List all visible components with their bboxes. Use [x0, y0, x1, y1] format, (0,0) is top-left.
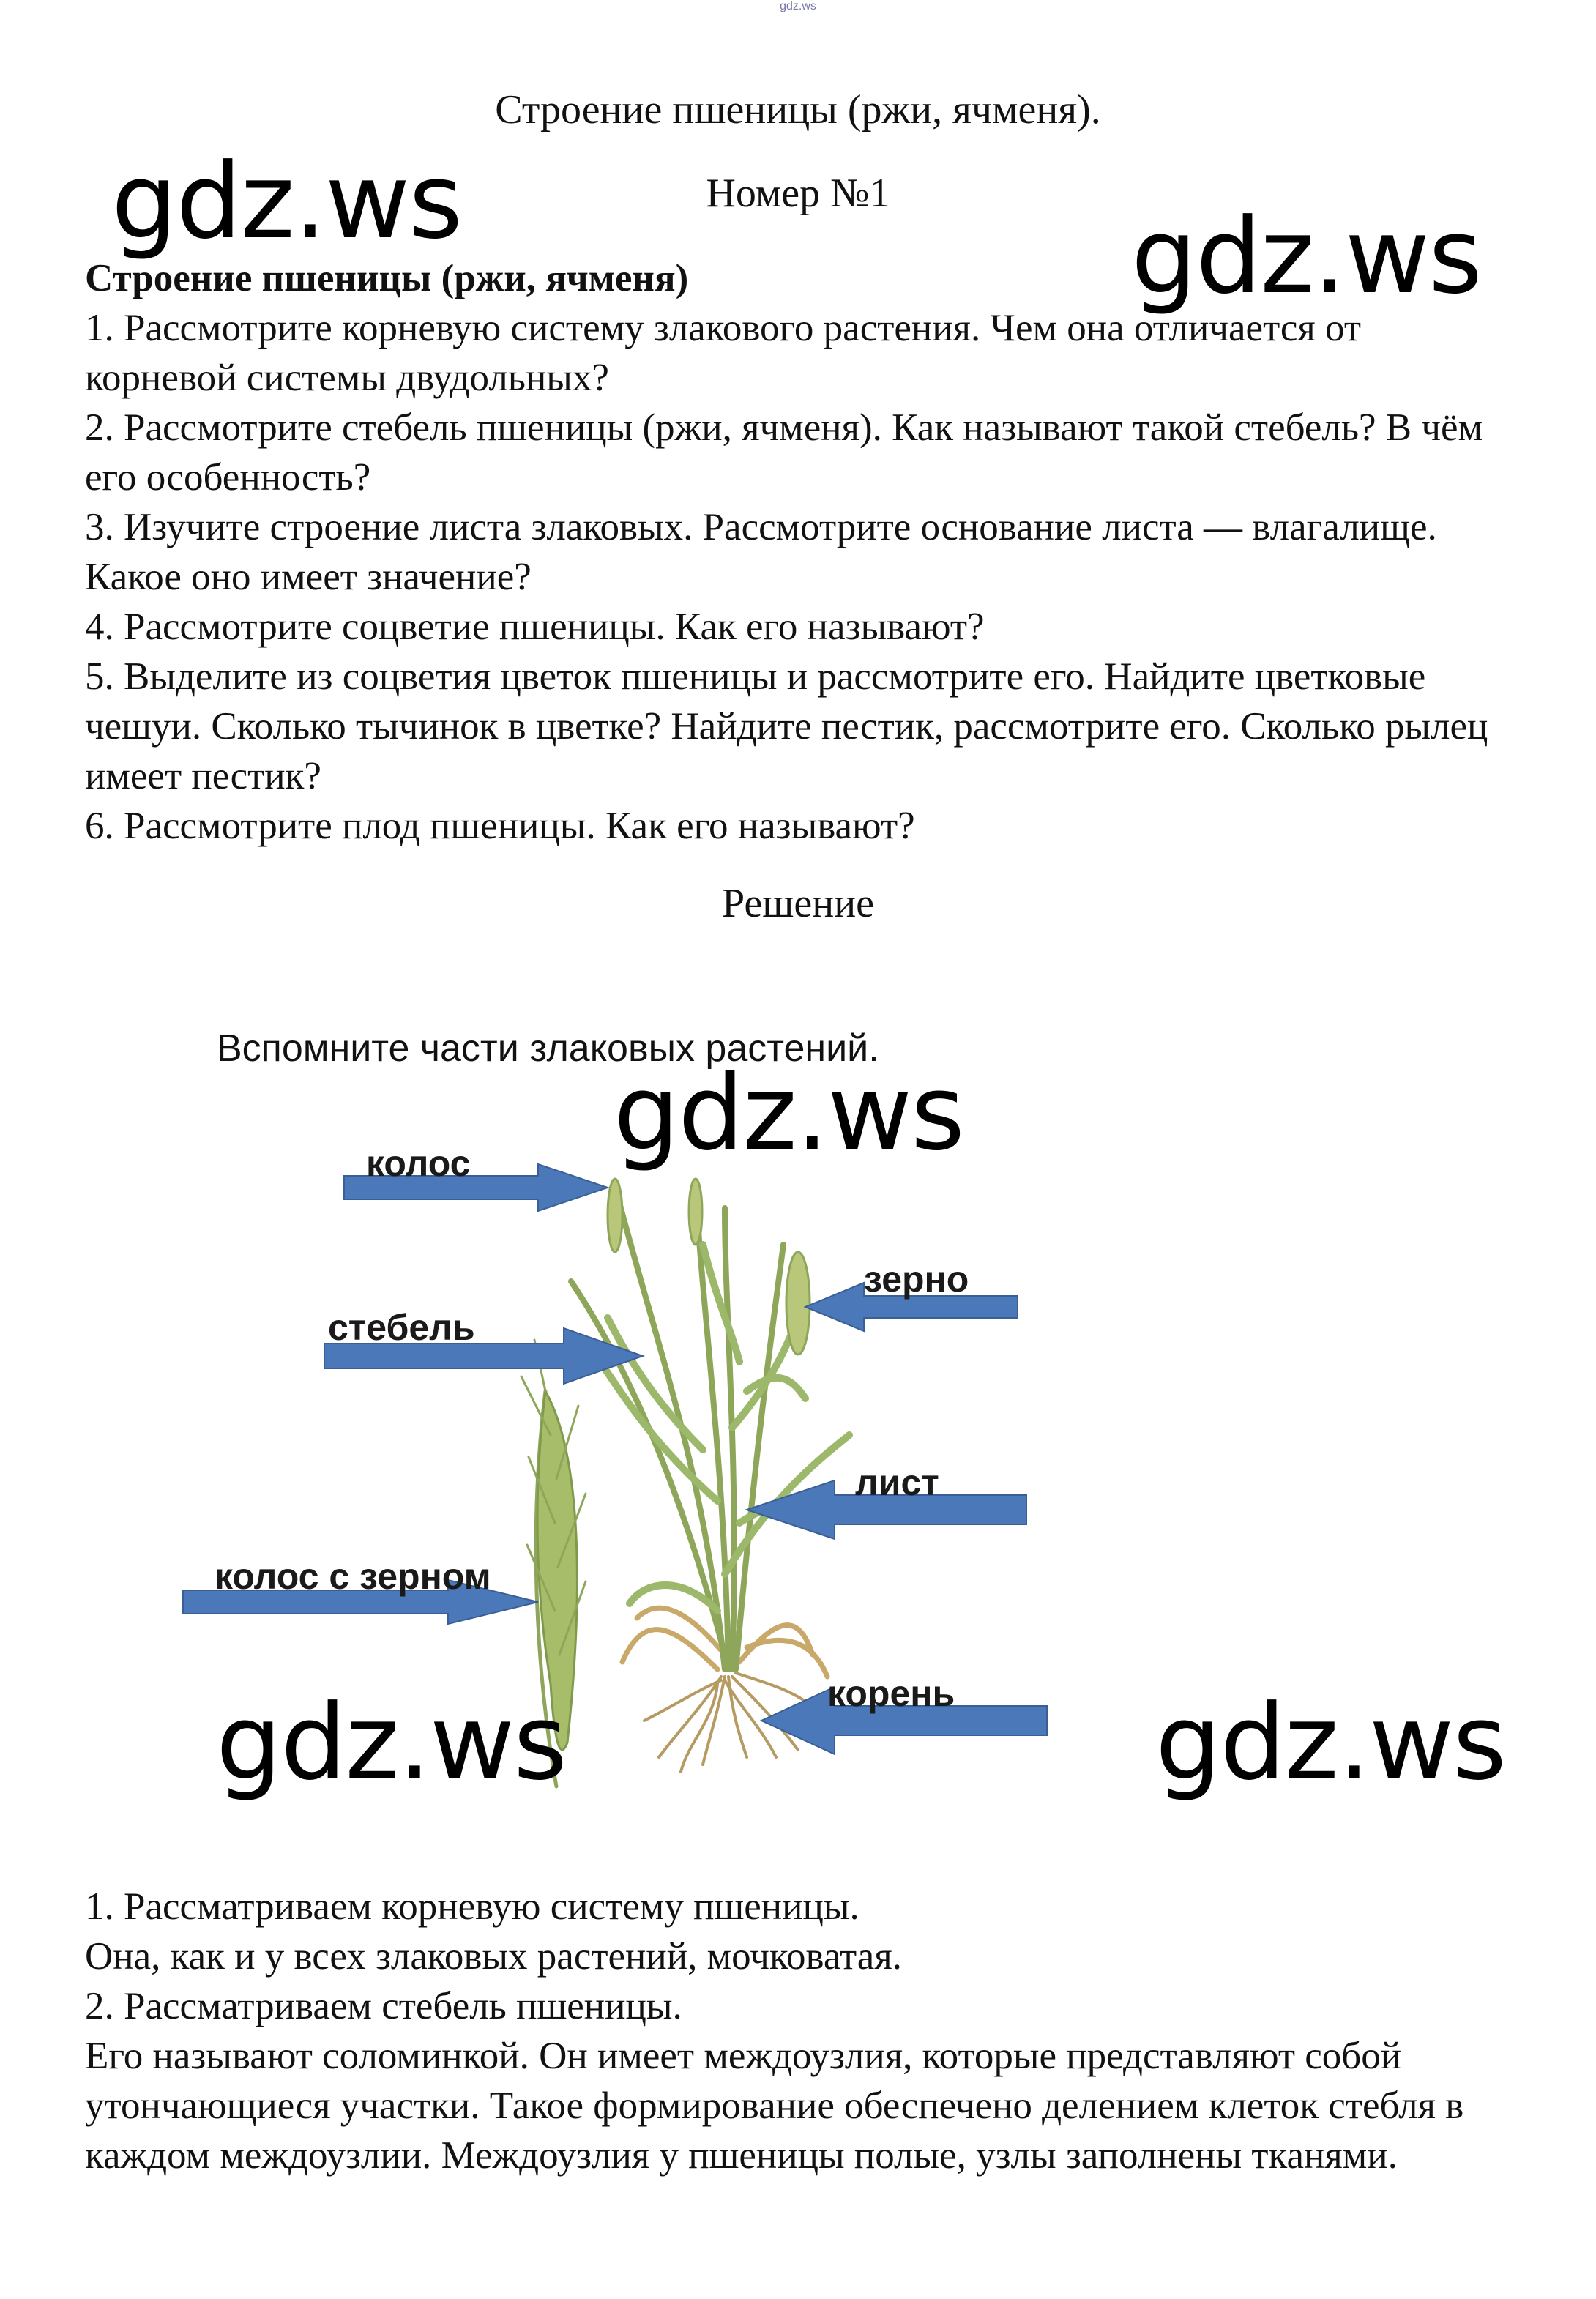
figure-caption: Вспомните части злаковых растений.	[217, 1027, 879, 1070]
question-2: 2. Рассмотрите стебель пшеницы (ржи, ячменя). Как называют такой стебель? В чём его особенность?	[85, 406, 1483, 499]
answers-block	[85, 1882, 1520, 2180]
answer-line-2: Она, как и у всех злаковых растений, мочковатая.	[85, 1935, 902, 1978]
question-3: 3. Изучите строение листа злаковых. Рассмотрите основание листа — влагалище. Какое оно имеет значение?	[85, 506, 1437, 598]
label-stebel: стебель	[328, 1307, 475, 1348]
answer-line-4: Его называют соломинкой. Он имеет междоузлия, которые представляют собой утончающиеся участки. Такое формирование обеспечено делением клеток стебля в каждом междоузлии. Междоузлия у пшеницы полые, узлы заполнены тканями.	[85, 2035, 1464, 2177]
watermark-4: gdz.ws	[216, 1683, 567, 1803]
question-1: 1. Рассмотрите корневую систему злакового растения. Чем она отличается от корневой системы двудольных?	[85, 307, 1361, 399]
answer-line-3: 2. Рассматриваем стебель пшеницы.	[85, 1985, 682, 2027]
watermark-5: gdz.ws	[1155, 1683, 1506, 1803]
section-heading: Строение пшеницы (ржи, ячменя)	[85, 257, 689, 299]
question-4: 4. Рассмотрите соцветие пшеницы. Как его называют?	[85, 606, 985, 648]
label-kolos: колос	[366, 1143, 471, 1184]
question-5: 5. Выделите из соцветия цветок пшеницы и рассмотрите его. Найдите цветковые чешуи. Сколько тычинок в цветке? Найдите пестик, рассмотрите его. Сколько рылец имеет пестик?	[85, 655, 1488, 797]
answer-line-1: 1. Рассматриваем корневую систему пшеницы.	[85, 1885, 859, 1928]
stems-drawing	[571, 1186, 783, 1669]
label-list: лист	[855, 1462, 939, 1503]
solution-heading: Решение	[721, 881, 875, 926]
watermark-1: gdz.ws	[111, 141, 462, 262]
task-number: Номер №1	[706, 171, 890, 216]
question-6: 6. Рассмотрите плод пшеницы. Как его называют?	[85, 805, 915, 847]
label-koren: корень	[827, 1673, 955, 1714]
watermark-2: gdz.ws	[1131, 196, 1482, 317]
label-zerno: зерно	[864, 1259, 969, 1300]
page-title: Строение пшеницы (ржи, ячменя).	[495, 87, 1101, 133]
label-kolos-s-zernom: колос с зерном	[215, 1556, 491, 1597]
top-watermark: gdz.ws	[780, 0, 816, 12]
plant-drawing	[521, 1179, 849, 1786]
watermark-3: gdz.ws	[614, 1053, 964, 1174]
